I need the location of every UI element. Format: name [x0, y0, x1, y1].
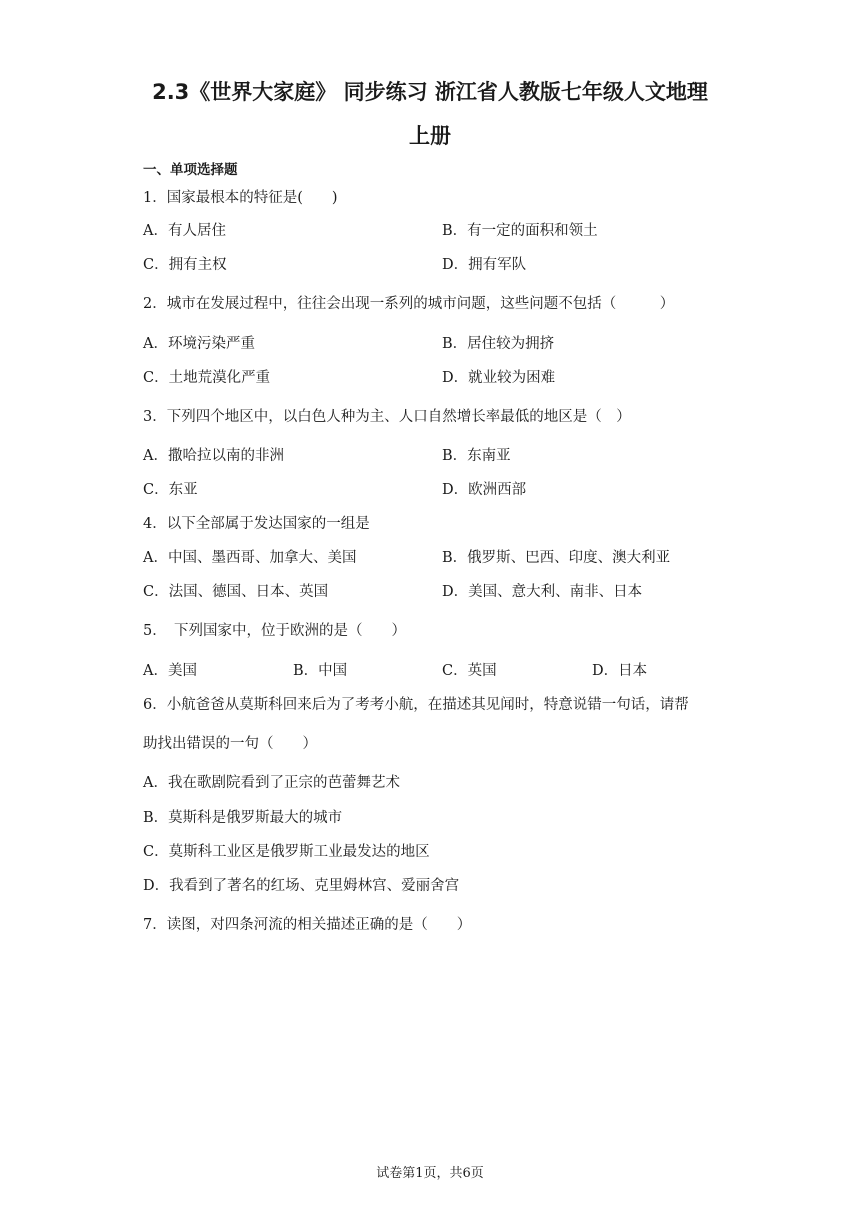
question-6-option-b: B．莫斯科是俄罗斯最大的城市 — [143, 810, 343, 826]
question-6-option-c: C．莫斯科工业区是俄罗斯工业最发达的地区 — [143, 844, 430, 860]
question-1-option-b: B．有一定的面积和领土 — [442, 223, 598, 239]
question-5-option-d: D．日本 — [592, 663, 648, 679]
question-2-option-b: B．居住较为拥挤 — [442, 336, 555, 352]
question-3-option-a: A．撒哈拉以南的非洲 — [143, 448, 284, 464]
question-5-stem: 5． 下列国家中，位于欧洲的是（ ） — [143, 623, 406, 639]
page-title-continued: 上册 — [409, 124, 451, 148]
question-4-option-b: B．俄罗斯、巴西、印度、澳大利亚 — [442, 550, 671, 566]
question-1-option-a: A．有人居住 — [143, 223, 226, 239]
question-3-option-b: B．东南亚 — [442, 448, 511, 464]
question-2-option-d: D．就业较为困难 — [442, 370, 556, 386]
question-5-option-c: C．英国 — [442, 663, 497, 679]
question-4-option-c: C．法国、德国、日本、英国 — [143, 584, 329, 600]
page-title: 2.3《世界大家庭》 同步练习 浙江省人教版七年级人文地理 — [152, 80, 708, 104]
question-2-option-a: A．环境污染严重 — [143, 336, 255, 352]
question-6-option-a: A．我在歌剧院看到了正宗的芭蕾舞艺术 — [143, 775, 400, 791]
question-3-option-d: D．欧洲西部 — [442, 482, 527, 498]
question-3-option-c: C．东亚 — [143, 482, 198, 498]
question-1-stem: 1．国家最根本的特征是( ) — [143, 190, 338, 206]
question-7-stem: 7．读图，对四条河流的相关描述正确的是（ ） — [143, 917, 472, 933]
question-4-option-d: D．美国、意大利、南非、日本 — [442, 584, 643, 600]
question-4-stem: 4．以下全部属于发达国家的一组是 — [143, 516, 370, 532]
question-4-option-a: A．中国、墨西哥、加拿大、美国 — [143, 550, 357, 566]
question-2-stem: 2．城市在发展过程中，往往会出现一系列的城市问题，这些问题不包括（ ） — [143, 296, 675, 312]
question-6-stem-continued: 助找出错误的一句（ ） — [143, 736, 317, 752]
page-footer: 试卷第1页，共6页 — [376, 1166, 484, 1181]
question-3-stem: 3．下列四个地区中，以白色人种为主、人口自然增长率最低的地区是（ ） — [143, 409, 631, 425]
question-6-stem: 6．小航爸爸从莫斯科回来后为了考考小航，在描述其见闻时，特意说错一句话，请帮 — [143, 697, 689, 713]
question-1-option-d: D．拥有军队 — [442, 257, 527, 273]
question-5-option-b: B．中国 — [293, 663, 348, 679]
question-1-option-c: C．拥有主权 — [143, 257, 227, 273]
question-5-option-a: A．美国 — [143, 663, 197, 679]
question-6-option-d: D．我看到了著名的红场、克里姆林宫、爱丽舍宫 — [143, 878, 460, 894]
section-heading: 一、单项选择题 — [143, 162, 238, 178]
question-2-option-c: C．土地荒漠化严重 — [143, 370, 271, 386]
